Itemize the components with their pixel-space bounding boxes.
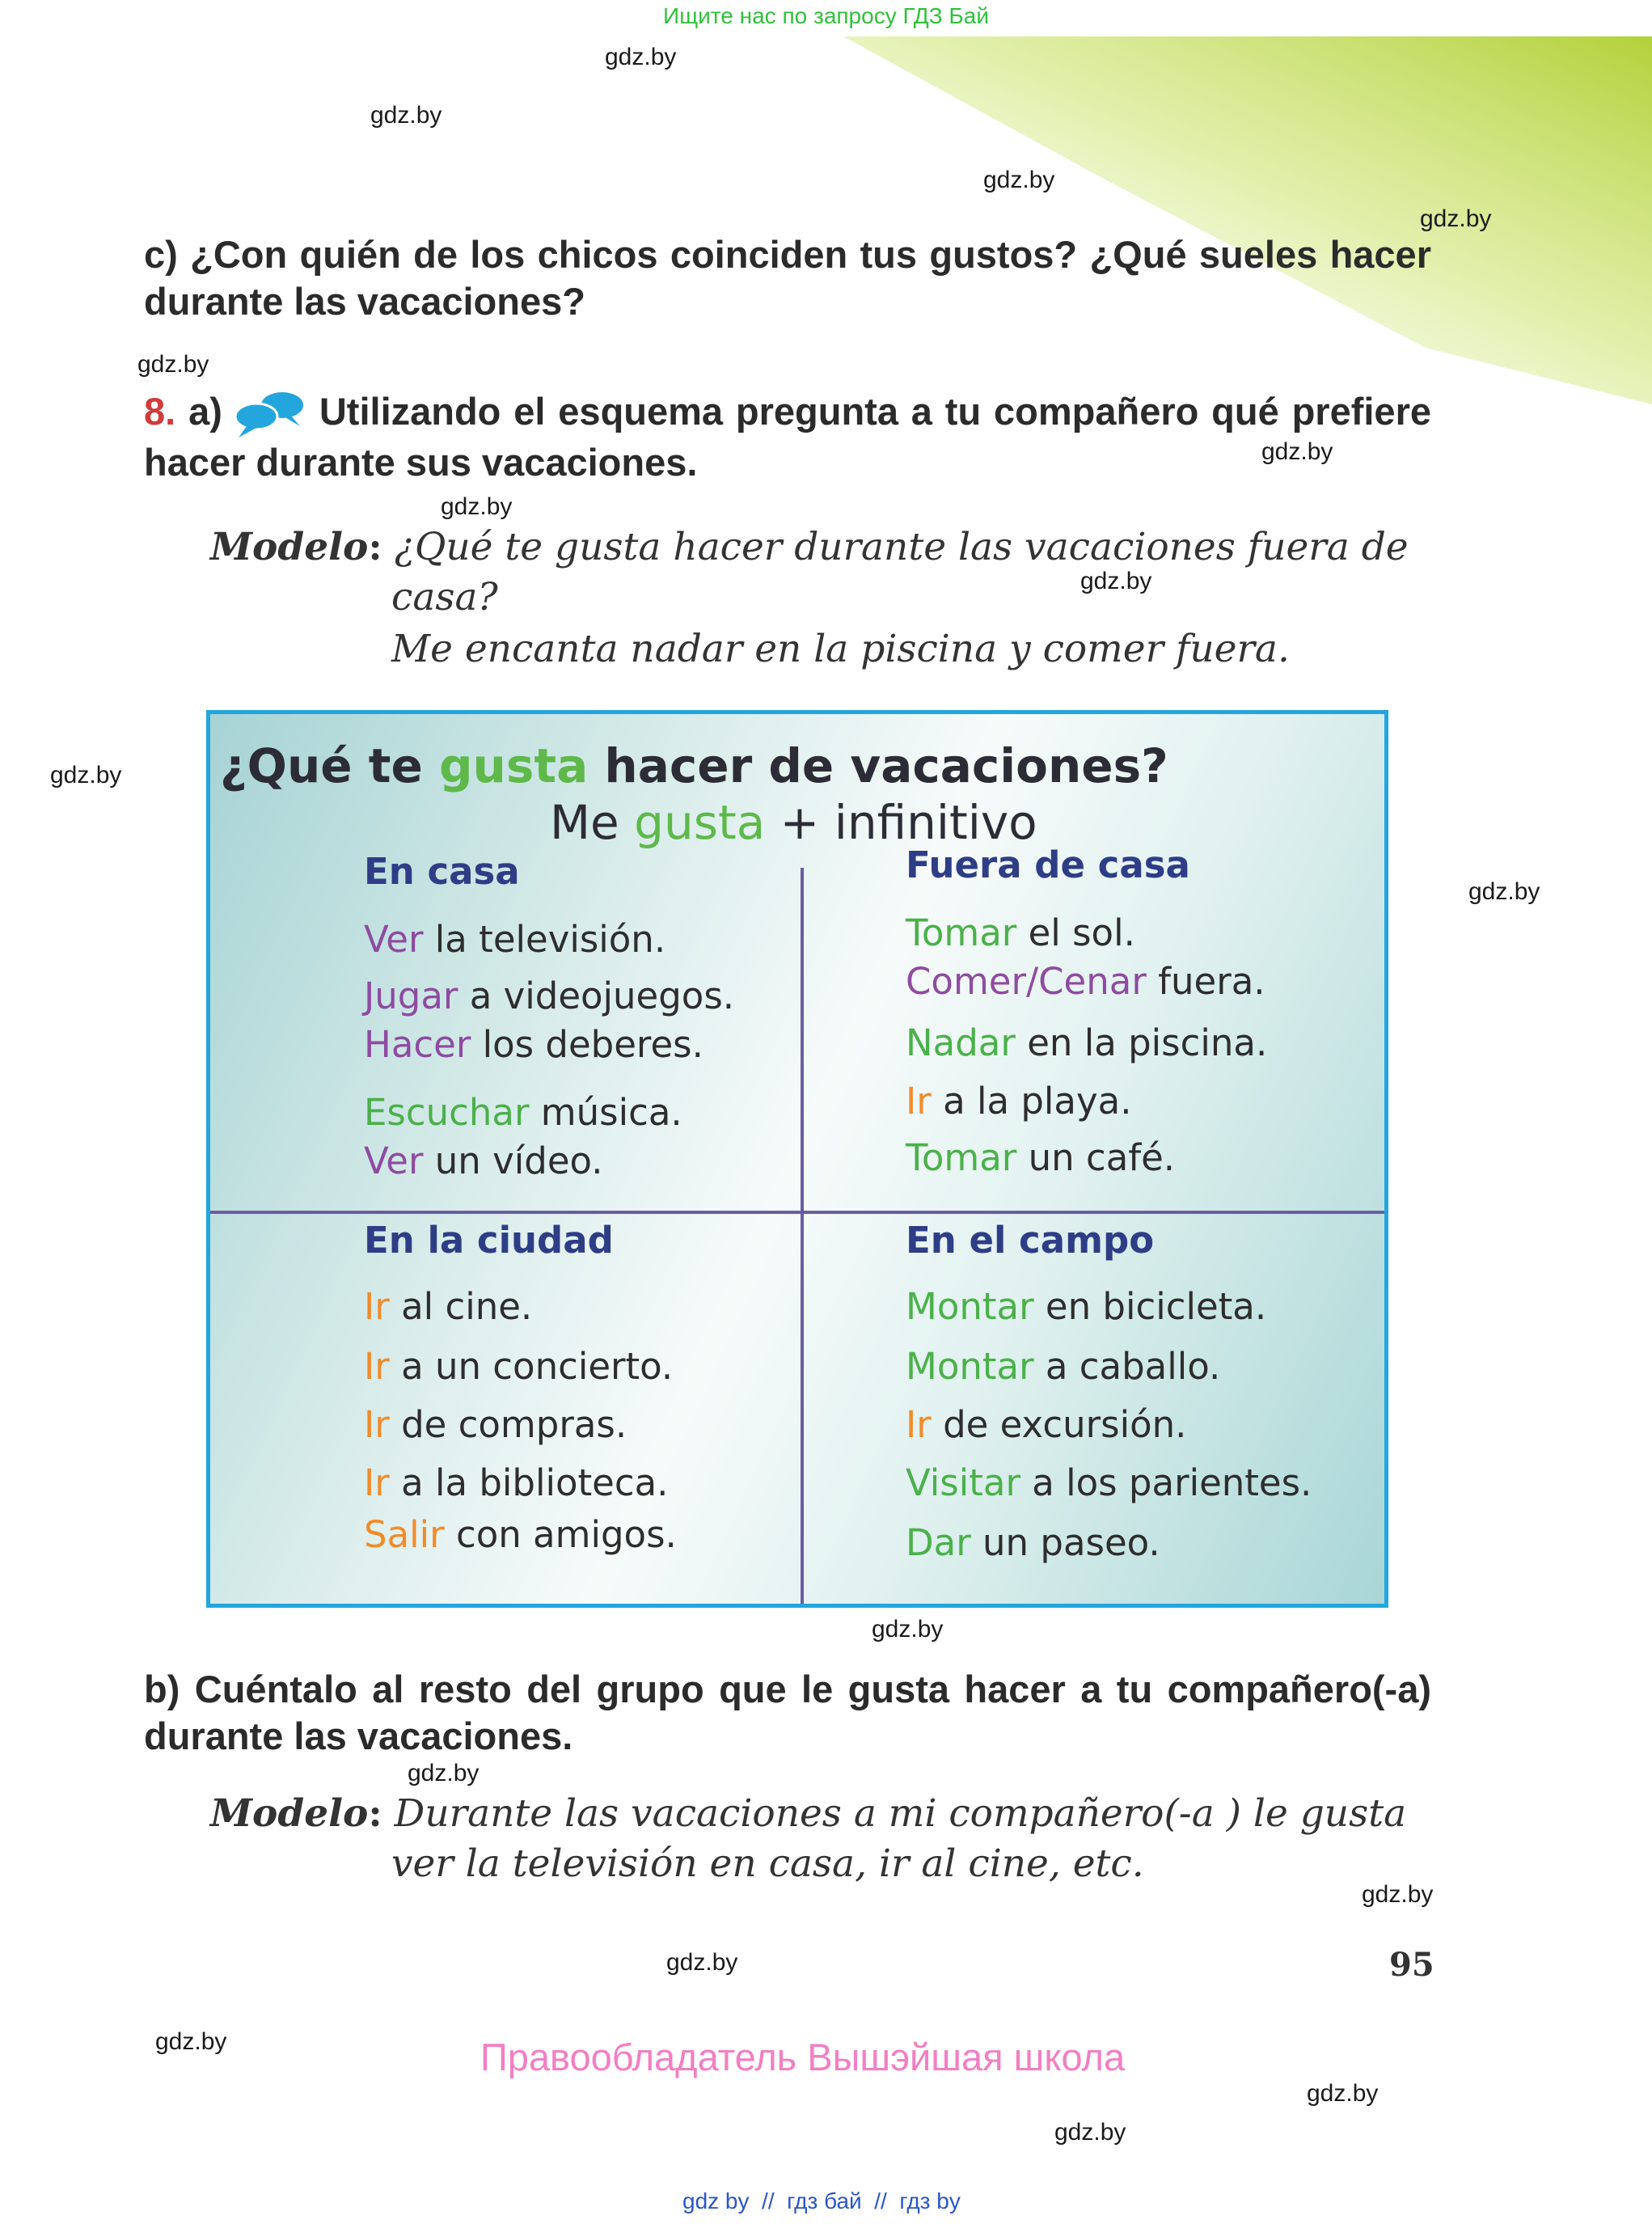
- watermark: gdz.by: [1362, 1881, 1434, 1908]
- activity-item: [364, 975, 734, 1017]
- modelo-question: ¿Qué te gusta hacer durante las vacaciones fuera de: [394, 525, 1409, 569]
- footer-links[interactable]: gdz by // гдз бай // гдз by: [682, 2188, 961, 2213]
- activity-item: [364, 1403, 627, 1446]
- scheme-subtitle: Me gusta + infinitivo: [550, 795, 1037, 850]
- modelo2-line-2: ver la televisión en casa, ir al cine, etc.: [391, 1841, 1144, 1886]
- activity-rest: la televisión.: [423, 918, 666, 961]
- activity-verb: Visitar: [906, 1461, 1020, 1504]
- watermark: gdz.by: [441, 493, 513, 520]
- watermark: gdz.by: [872, 1616, 944, 1643]
- activity-verb: Ir: [364, 1461, 390, 1504]
- activity-verb: Montar: [906, 1285, 1034, 1328]
- watermark: gdz.by: [1307, 2080, 1379, 2107]
- activity-rest: el sol.: [1016, 911, 1135, 954]
- scheme-title: ¿Qué te gusta hacer de vacaciones?: [220, 738, 1168, 793]
- modelo2-label: Modelo: [210, 1791, 369, 1836]
- quadrant-heading-fuera-de-casa: Fuera de casa: [906, 844, 1190, 886]
- activity-rest: a un concierto.: [389, 1345, 674, 1388]
- quadrant-divider-vertical: [801, 868, 804, 1604]
- activity-verb: Montar: [906, 1345, 1034, 1388]
- activity-rest: en bicicleta.: [1033, 1285, 1267, 1328]
- activity-item: [364, 1139, 603, 1182]
- watermark: gdz.by: [605, 44, 677, 70]
- activity-rest: un café.: [1016, 1136, 1176, 1179]
- page-number: 95: [1389, 1946, 1434, 1984]
- task-c-text: c) ¿Con quién de los chicos coinciden tus gustos? ¿Qué sueles hacer durante las vacaciones?: [144, 233, 1431, 323]
- activity-verb: Hacer: [364, 1023, 471, 1066]
- watermark: gdz.by: [408, 1760, 480, 1786]
- activity-verb: Ver: [364, 1139, 424, 1182]
- vacation-activities-scheme: [206, 710, 1388, 1608]
- activity-item: [364, 1023, 703, 1066]
- activity-rest: un paseo.: [970, 1521, 1160, 1564]
- watermark: gdz.by: [50, 762, 122, 789]
- watermark: gdz.by: [1054, 2119, 1126, 2146]
- watermark: gdz.by: [155, 2028, 227, 2055]
- activity-rest: música.: [529, 1091, 682, 1134]
- activity-verb: Ir: [364, 1285, 390, 1328]
- activity-rest: de excursión.: [931, 1403, 1187, 1446]
- activity-verb: Ir: [364, 1345, 390, 1388]
- activity-verb: Comer/Cenar: [906, 960, 1147, 1003]
- activity-rest: con amigos.: [444, 1513, 677, 1556]
- activity-item: [906, 1521, 1160, 1564]
- activity-item: [364, 1513, 677, 1556]
- activity-verb: Dar: [906, 1521, 971, 1564]
- activity-item: [906, 1403, 1186, 1446]
- task-b-text: b) Cuéntalo al resto del grupo que le gusta hacer a tu compañero(-a) durante las vacaciones.: [144, 1668, 1431, 1757]
- task-number: 8.: [144, 390, 176, 433]
- activity-verb: Salir: [364, 1513, 445, 1556]
- activity-rest: de compras.: [389, 1403, 627, 1446]
- watermark: gdz.by: [1080, 568, 1152, 594]
- activity-item: [364, 1461, 668, 1504]
- watermark: gdz.by: [1468, 878, 1540, 905]
- task-8a: [144, 388, 1431, 486]
- speech-bubbles-icon: [234, 391, 305, 439]
- modelo-line-1: Modelo: ¿Qué te gusta hacer durante las vacaciones fuera de: [210, 525, 1409, 569]
- activity-item: [364, 1091, 682, 1134]
- activity-item: [364, 1345, 673, 1388]
- activity-verb: Escuchar: [364, 1091, 530, 1134]
- activity-verb: Jugar: [364, 975, 458, 1017]
- quadrant-heading-en-casa: En casa: [364, 850, 520, 893]
- activity-verb: Ir: [906, 1080, 932, 1123]
- activity-item: [906, 1461, 1312, 1504]
- quadrant-divider-horizontal: [210, 1211, 1384, 1214]
- modelo-label: Modelo: [210, 525, 369, 569]
- watermark: gdz.by: [137, 351, 209, 378]
- activity-rest: a videojuegos.: [458, 975, 735, 1017]
- activity-verb: Ver: [364, 918, 424, 961]
- activity-rest: a la playa.: [931, 1080, 1132, 1123]
- modelo-answer: Me encanta nadar en la piscina y comer fuera.: [391, 627, 1290, 671]
- activity-item: [906, 1285, 1266, 1328]
- activity-rest: un vídeo.: [423, 1139, 603, 1182]
- watermark: gdz.by: [1420, 205, 1492, 232]
- activity-item: [906, 1136, 1175, 1179]
- activity-verb: Ir: [906, 1403, 932, 1446]
- corner-decoration: [763, 0, 1652, 404]
- activity-item: [906, 1080, 1132, 1123]
- quadrant-heading-en-la-ciudad: En la ciudad: [364, 1219, 614, 1262]
- quadrant-heading-en-el-campo: En el campo: [906, 1219, 1155, 1262]
- activity-item: [364, 1285, 532, 1328]
- copyright-owner: Правообладатель Вышэйшая школа: [480, 2036, 1126, 2078]
- activity-item: [906, 911, 1135, 954]
- activity-verb: Ir: [364, 1403, 390, 1446]
- activity-item: [906, 960, 1265, 1003]
- activity-rest: al cine.: [389, 1285, 533, 1328]
- activity-item: [906, 1021, 1267, 1064]
- activity-rest: a los parientes.: [1020, 1461, 1312, 1504]
- activity-item: [364, 918, 665, 961]
- task-8a-text: Utilizando el esquema pregunta a tu compañero qué prefiere hacer durante sus vacaciones.: [144, 390, 1431, 484]
- activity-verb: Tomar: [906, 1136, 1017, 1179]
- modelo2-line-1: Modelo: Durante las vacaciones a mi compañero(-a ) le gusta: [210, 1791, 1407, 1836]
- watermark: gdz.by: [666, 1949, 738, 1976]
- activity-verb: Tomar: [906, 911, 1017, 954]
- activity-rest: los deberes.: [471, 1023, 703, 1066]
- watermark: gdz.by: [1261, 438, 1333, 465]
- watermark: gdz.by: [983, 167, 1055, 193]
- watermark: gdz.by: [370, 102, 442, 129]
- activity-verb: Nadar: [906, 1021, 1016, 1064]
- activity-rest: fuera.: [1146, 960, 1265, 1003]
- activity-rest: a la biblioteca.: [389, 1461, 669, 1504]
- modelo-line-2: casa?: [391, 575, 498, 619]
- activity-rest: en la piscina.: [1015, 1021, 1268, 1064]
- task-part: a): [188, 390, 222, 433]
- activity-item: [906, 1345, 1220, 1388]
- activity-rest: a caballo.: [1033, 1345, 1221, 1388]
- search-banner: Ищите нас по запросу ГДЗ Бай: [662, 3, 990, 28]
